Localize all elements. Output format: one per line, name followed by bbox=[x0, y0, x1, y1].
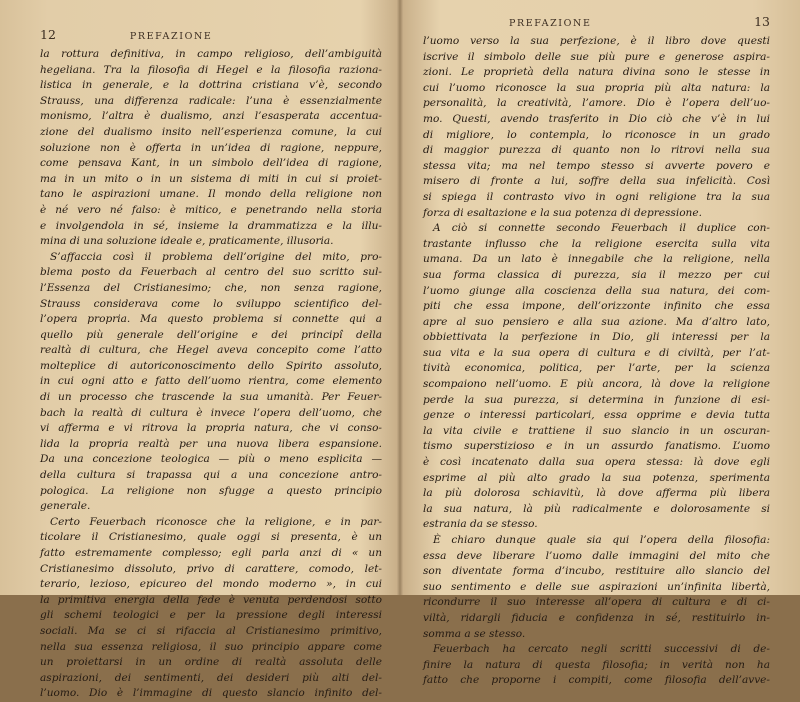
text-line: stessa vita; ma nel tempo stesso si avverte povero e bbox=[423, 159, 770, 172]
text-line: si spiega il contrasto vivo in ogni religione tra la sua bbox=[423, 190, 770, 203]
text-line: di un processo che trascende la sua umanità. Per Feuer- bbox=[40, 391, 382, 404]
text-line: mina di una soluzione ideale e, praticamente, illusoria. bbox=[40, 235, 334, 248]
text-line: cui l’uomo riconosce la sua propria più alta natura: la bbox=[423, 81, 770, 94]
text-line: umana. Da un lato è innegabile che la religione, nella bbox=[423, 253, 770, 266]
text-line: la sua natura, là più radicalmente e dolorosamente si bbox=[423, 502, 770, 515]
text-line: obbiettivata la perfezione in Dio, gli interessi per la bbox=[423, 331, 770, 344]
text-line: realtà di cultura, che Hegel aveva concepito come l’atto bbox=[40, 344, 382, 357]
text-line: ticolare il Cristianesimo, quale oggi si presenta, è un bbox=[40, 531, 382, 544]
left-page-header bbox=[40, 27, 382, 47]
text-line: vi afferma e vi ritrova la propria natura, che vi conso- bbox=[40, 422, 382, 435]
text-line: l’uomo verso la sua perfezione, è il libro dove questi bbox=[423, 35, 770, 47]
text-line: personalità, la creatività, l’amore. Dio è l’opera dell’uo- bbox=[423, 97, 770, 110]
text-line: tività economica, politica, per l’arte, per la scienza bbox=[423, 362, 770, 375]
text-line: forza di esaltazione e la sua potenza di depressione. bbox=[423, 206, 702, 219]
text-line: come pensava Kant, in un simbolo dell’idea di ragione, bbox=[40, 157, 382, 170]
right-page bbox=[400, 0, 800, 687]
text-line: apre al suo pensiero e alla sua azione. Ma d’altro lato, bbox=[423, 315, 770, 328]
text-line: soluzione non è offerta in un’idea di ragione, neppure, bbox=[40, 141, 382, 154]
text-line: sua vita e la sua opera di cultura e di civiltà, per l’at- bbox=[423, 346, 770, 359]
text-line: tano le aspirazioni umane. Il mondo della religione non bbox=[40, 188, 382, 201]
text-line: genze o interessi particolari, essa opprime e devia tutta bbox=[423, 409, 770, 422]
text-line: l’uomo. Dio è l’immagine di questo slancio infinito del- bbox=[40, 687, 382, 700]
text-line: quello più generale dell’origine e dei principî della bbox=[40, 328, 382, 341]
text-line: finire la natura di questa filosofia; in verità non ha bbox=[423, 658, 770, 671]
text-line: molteplice di autoriconoscimento dello Spirito assoluto, bbox=[40, 359, 382, 372]
text-line: suo sentimento e delle sue aspirazioni un’infinita libertà, bbox=[423, 580, 770, 593]
text-line: Strauss considerava come lo sviluppo scientifico del- bbox=[40, 297, 382, 310]
text-line: Strauss, una differenza radicale: l’una è essenzialmente bbox=[40, 94, 382, 107]
text-line: blema posto da Feuerbach al centro del suo scritto sul- bbox=[40, 266, 382, 279]
text-line: la primitiva energia della fede è venuta perdendosi sotto bbox=[40, 593, 382, 606]
text-line: scompaiono nell’uomo. E più ancora, là dove la religione bbox=[423, 378, 770, 391]
text-line: ma in un mito o in un sistema di miti in cui si proiet- bbox=[40, 172, 382, 185]
text-line: somma a se stesso. bbox=[423, 627, 526, 640]
text-line: l’opera propria. Ma questo problema si connette qui a bbox=[40, 313, 382, 326]
text-line: nella sua essenza religiosa, il suo principio appare come bbox=[40, 640, 382, 653]
text-line: e involgendola in sé, insieme la drammatizza e la illu- bbox=[40, 219, 382, 232]
right-page-text bbox=[423, 34, 770, 689]
page-number: 13 bbox=[754, 14, 770, 29]
text-line: iscrive il simbolo delle sue più pure e generose aspira- bbox=[423, 50, 770, 63]
text-line: monismo, l’altra è dualismo, anzi l’esasperata accentua- bbox=[40, 110, 382, 123]
text-line: aspirazioni, dei sentimenti, dei desideri più alti del- bbox=[40, 671, 382, 684]
running-title: PREFAZIONE bbox=[509, 18, 592, 29]
text-line: estrania da se stesso. bbox=[423, 518, 538, 531]
text-line: sociali. Ma se ci si rifaccia al Cristianesimo primitivo, bbox=[40, 624, 382, 637]
text-line: son diventate forma d’incubo, restituire allo slancio del bbox=[423, 565, 770, 578]
text-line: misero di fronte a lui, soffre della sua infelicità. Così bbox=[423, 175, 770, 188]
text-line: in cui ogni atto e fatto dell’uomo rientra, come elemento bbox=[40, 375, 382, 388]
text-line: essa deve liberare l’uomo dalle immagini del mito che bbox=[423, 549, 770, 562]
text-line: sua forma classica di purezza, sia il mezzo per cui bbox=[423, 268, 770, 281]
text-line: trastante influsso che la religione esercita sulla vita bbox=[423, 237, 770, 250]
left-page bbox=[0, 0, 400, 700]
text-line: ricondurre il suo interesse all’opera di cultura e di ci- bbox=[423, 596, 770, 609]
text-line: Certo Feuerbach riconosce che la religione, e in par- bbox=[50, 515, 382, 528]
text-line: hegeliana. Tra la filosofia di Hegel e la filosofia raziona- bbox=[40, 63, 382, 76]
text-line: della cultura si trapassa qui a una concezione antro- bbox=[40, 469, 382, 482]
text-line: la vita civile e trattiene il suo slancio in un oscuran- bbox=[423, 424, 770, 437]
text-line: A ciò si connette secondo Feuerbach il duplice con- bbox=[433, 222, 770, 235]
text-line: zione del dualismo insito nell’esperienza comune, la cui bbox=[40, 125, 382, 138]
text-line: l’Essenza del Cristianesimo; che, non senza ragione, bbox=[40, 281, 382, 294]
text-line: terario, lezioso, epicureo del mondo moderno », in cui bbox=[40, 578, 382, 591]
text-line: è né vero né falso: è mitico, e penetrando nella storia bbox=[40, 203, 382, 216]
text-line: pologica. La religione non sfugge a questo principio bbox=[40, 484, 382, 497]
text-line: Da una concezione teologica — più o meno esplicita — bbox=[40, 453, 382, 466]
text-line: Cristianesimo dissoluto, privo di carattere, comodo, let- bbox=[40, 562, 382, 575]
text-line: S’affaccia così il problema dell’origine del mito, pro- bbox=[50, 250, 382, 263]
text-line: È chiaro dunque quale sia qui l’opera della filosofia: bbox=[433, 534, 770, 546]
text-line: esprime al più alto grado la sua potenza, sperimenta bbox=[423, 471, 770, 484]
left-page-text bbox=[40, 47, 382, 702]
text-line: gli schemi teologici e per la pressione degli interessi bbox=[40, 609, 382, 622]
text-line: lida la propria realtà per una nuova libera espansione. bbox=[40, 437, 382, 450]
text-line: fatto che proporne i compiti, come filosofia dell’avve- bbox=[423, 674, 770, 687]
text-line: la più dolorosa schiavitù, là dove afferma più libera bbox=[423, 487, 770, 500]
running-title: PREFAZIONE bbox=[129, 31, 213, 42]
text-line: l’uomo giunge alla coscienza della sua natura, dei com- bbox=[423, 284, 770, 297]
text-line: bach la realtà di cultura è invece l’opera dell’uomo, che bbox=[40, 406, 382, 419]
text-line: fatto estremamente complesso; egli parla anzi di « un bbox=[40, 547, 382, 559]
right-page-header bbox=[423, 14, 770, 34]
text-line: è così incatenato dalla sua opera stessa: là dove egli bbox=[423, 456, 770, 469]
text-line: perde la sua purezza, si determina in funzione di esi- bbox=[423, 393, 770, 406]
text-line: Feuerbach ha cercato negli scritti successivi di de- bbox=[433, 643, 770, 656]
page-number: 12 bbox=[40, 27, 56, 42]
text-line: di migliore, lo contempla, lo riconosce in un grado bbox=[423, 128, 770, 141]
text-line: viltà, ridargli fiducia e confidenza in sé, restituirlo in- bbox=[423, 611, 770, 624]
text-line: di maggior purezza di quanto non lo ritrovi nella sua bbox=[423, 144, 770, 157]
text-line: un proiettarsi in un ordine di realtà assoluta delle bbox=[40, 656, 382, 669]
text-line: listica in generale, e la dottrina cristiana v’è, secondo bbox=[40, 79, 382, 92]
text-line: mo. Questi, avendo trasferito in Dio ciò che v’è in lui bbox=[423, 112, 770, 125]
text-line: tismo superstizioso e in un assurdo fanatismo. L’uomo bbox=[423, 440, 770, 453]
text-line: la rottura definitiva, in campo religioso, dell’ambiguità bbox=[40, 48, 382, 60]
text-line: zioni. Le proprietà della natura divina sono le stesse in bbox=[423, 66, 770, 79]
text-line: generale. bbox=[40, 500, 91, 513]
text-line: piti che essa impone, dell’orizzonte infinito che essa bbox=[423, 300, 770, 313]
